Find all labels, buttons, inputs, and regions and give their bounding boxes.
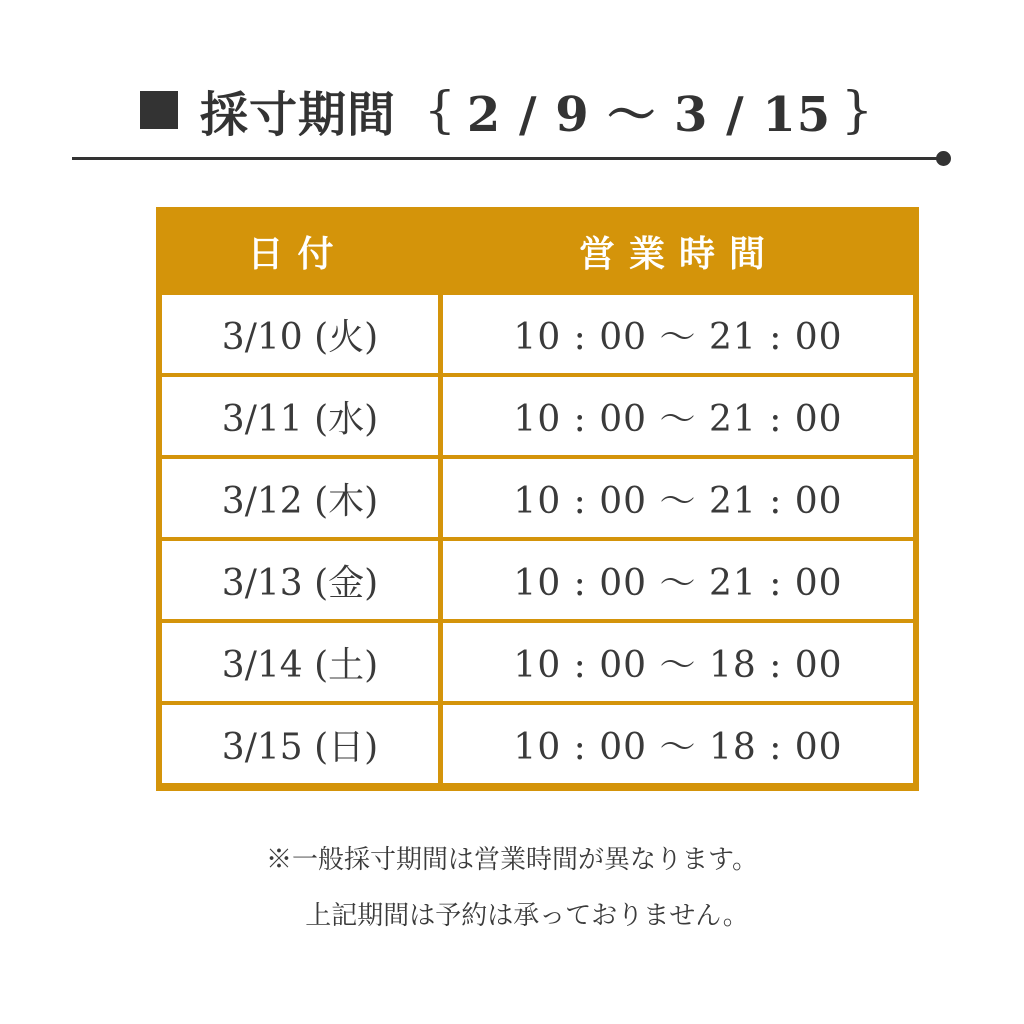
brace-close: } xyxy=(841,81,874,139)
page-title xyxy=(0,70,1024,150)
table-row xyxy=(156,295,919,373)
note-line-1: ※一般採寸期間は営業時間が異なります。 xyxy=(266,845,758,875)
brace-open: { xyxy=(424,81,457,139)
hours-cell: 10 : 00 ～ 18 : 00 xyxy=(443,623,913,701)
hours-cell: 10 : 00 ～ 21 : 00 xyxy=(443,541,913,619)
hours-cell: 10 : 00 ～ 21 : 00 xyxy=(443,377,913,455)
hours-cell: 10 : 00 ～ 18 : 00 xyxy=(443,705,913,783)
date-cell: 3/14 (土) xyxy=(162,623,438,701)
table-row xyxy=(156,541,919,619)
note-line-2: 上記期間は予約は承っておりません。 xyxy=(305,901,749,931)
divider-dot-icon xyxy=(936,151,951,166)
date-cell: 3/12 (木) xyxy=(162,459,438,537)
title-divider xyxy=(72,157,944,160)
hours-cell: 10 : 00 ～ 21 : 00 xyxy=(443,295,913,373)
period-range: 2 / 9 ～ 3 / 15 xyxy=(466,86,832,143)
schedule-table xyxy=(156,207,919,791)
header-date: 日付 xyxy=(247,232,348,275)
square-bullet-icon xyxy=(140,91,178,129)
footnote xyxy=(0,832,1024,944)
header-hours: 営業時間 xyxy=(578,232,779,275)
table-row xyxy=(156,705,919,783)
table-row xyxy=(156,459,919,537)
date-cell: 3/11 (水) xyxy=(162,377,438,455)
date-cell: 3/15 (日) xyxy=(162,705,438,783)
date-cell: 3/10 (火) xyxy=(162,295,438,373)
date-cell: 3/13 (金) xyxy=(162,541,438,619)
table-row xyxy=(156,623,919,701)
table-header xyxy=(156,207,919,295)
title-label: 採寸期間 xyxy=(200,86,397,143)
table-row xyxy=(156,377,919,455)
hours-cell: 10 : 00 ～ 21 : 00 xyxy=(443,459,913,537)
